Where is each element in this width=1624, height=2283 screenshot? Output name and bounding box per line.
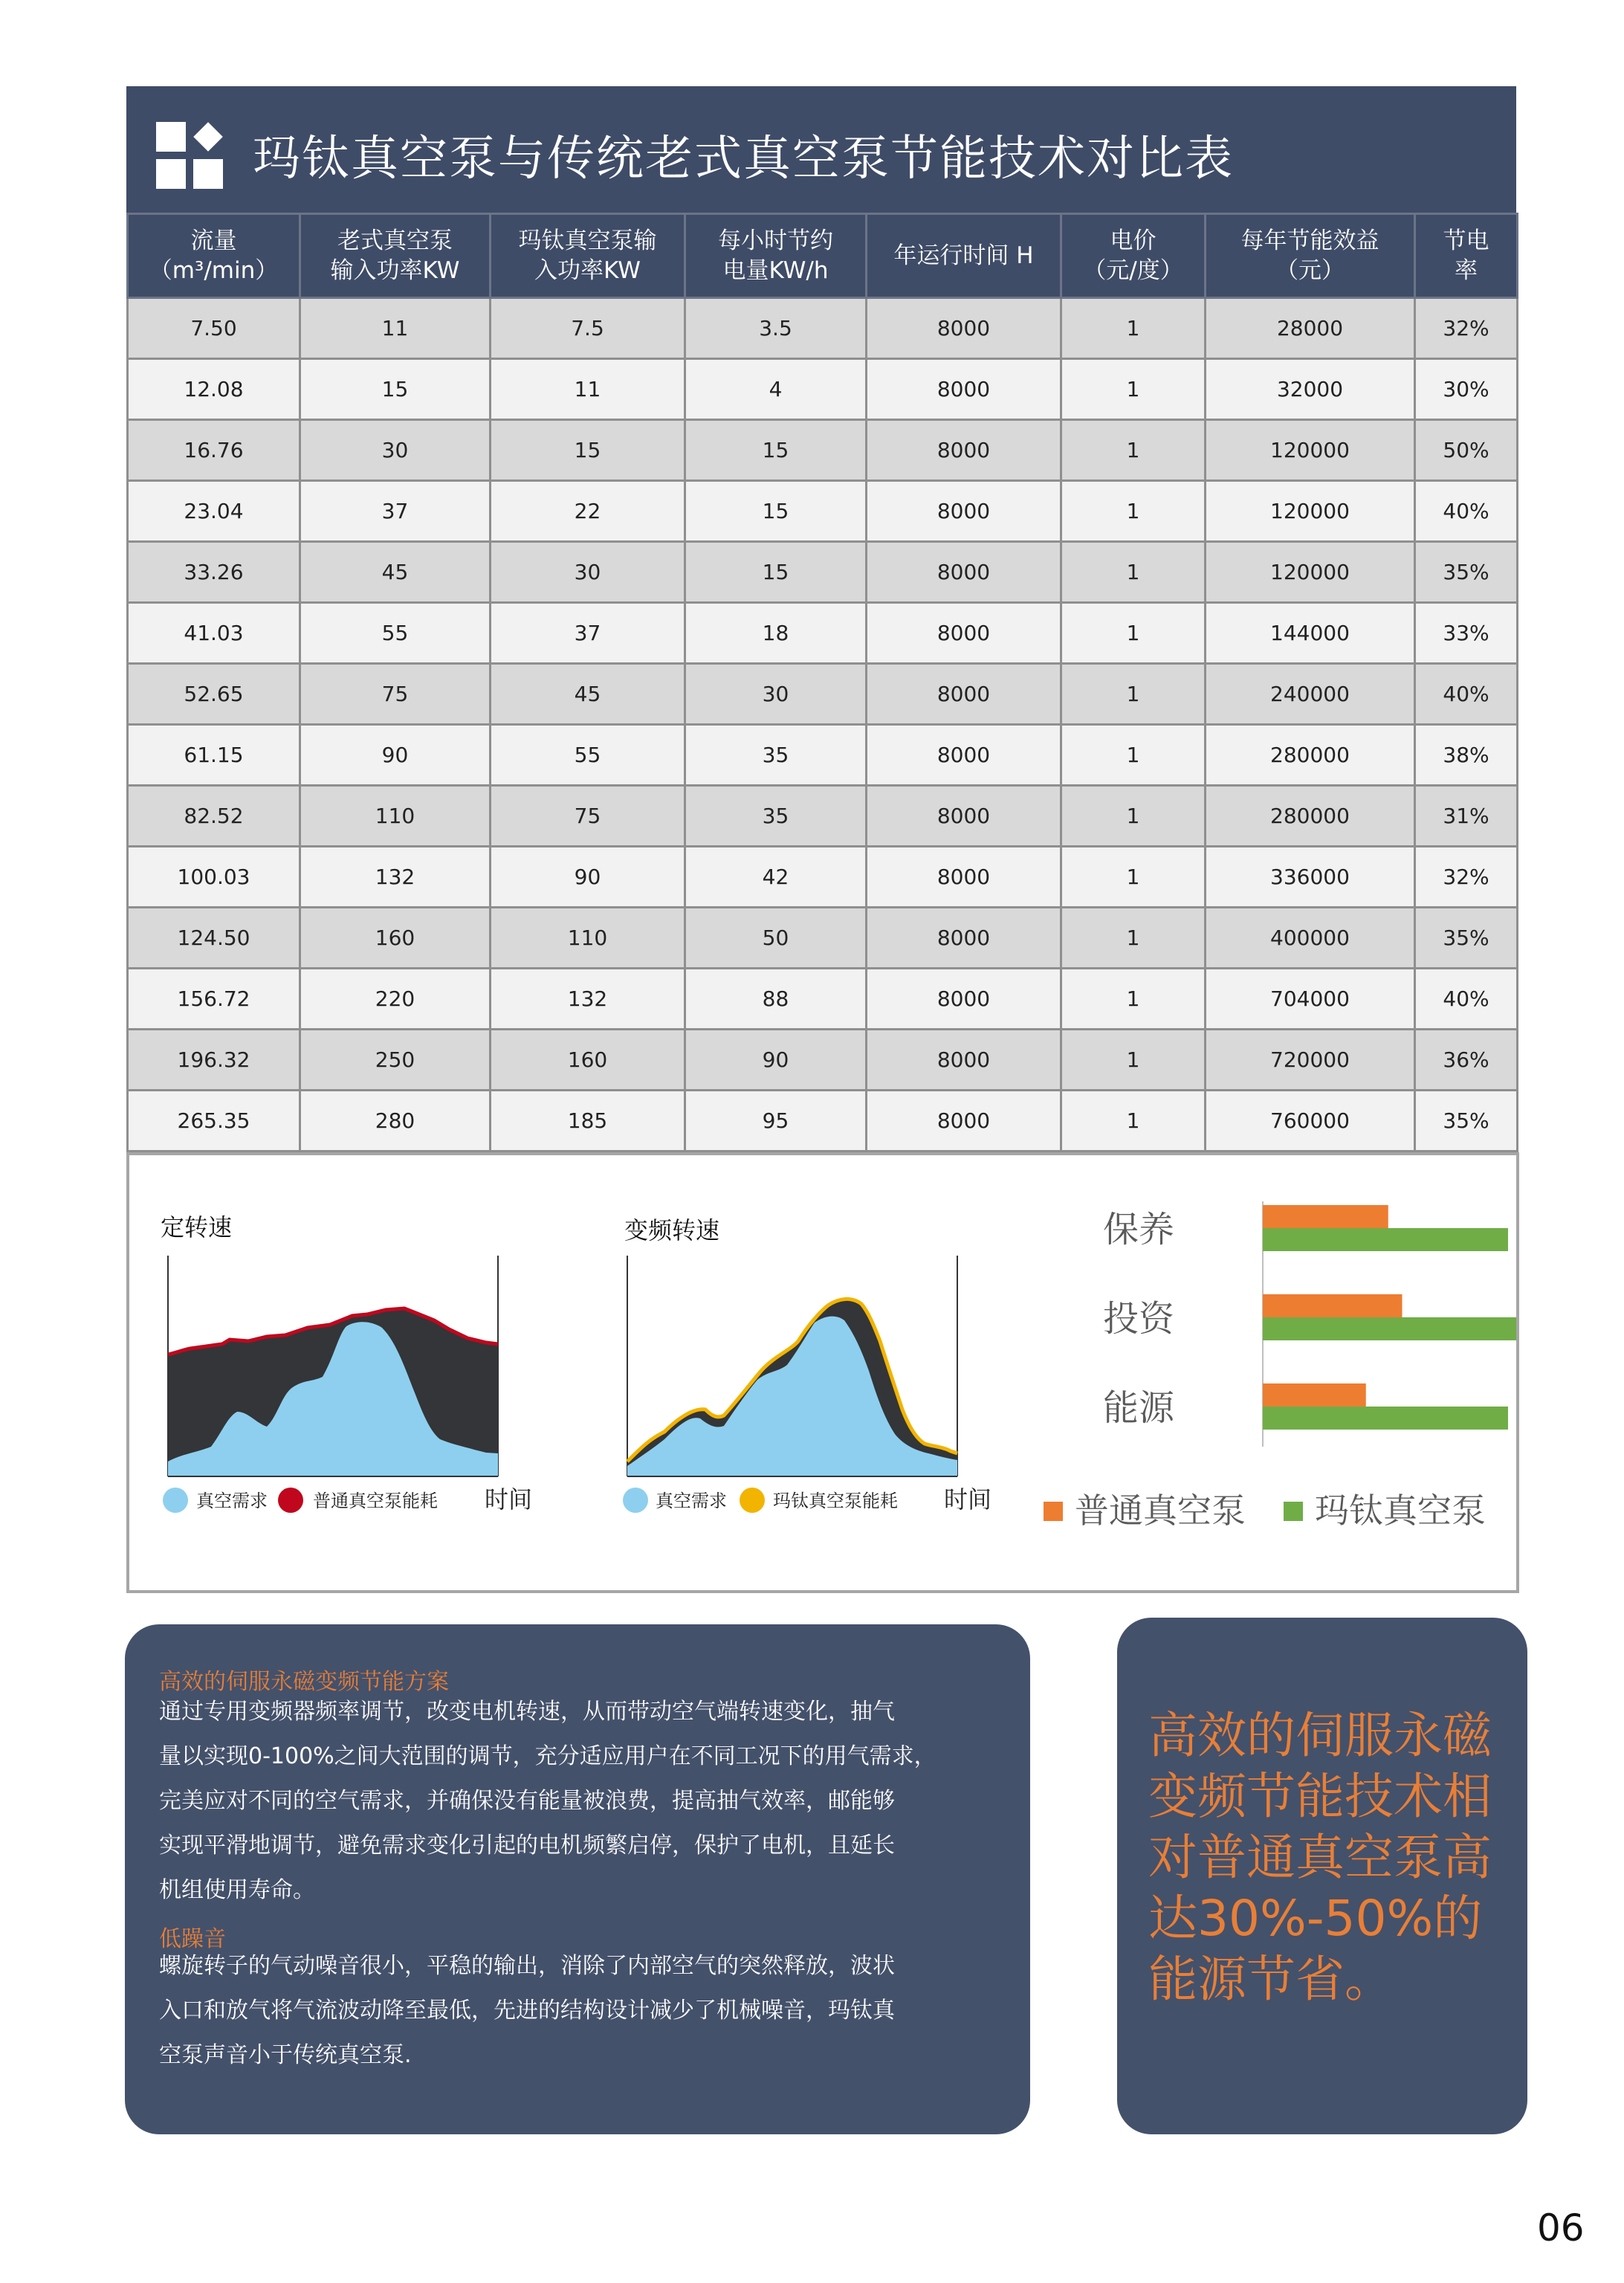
table-cell: 35 — [685, 725, 867, 786]
table-header-line: 玛钛真空泵输 — [518, 227, 657, 254]
page-number: 06 — [1537, 2206, 1585, 2250]
table-cell: 8000 — [867, 359, 1061, 420]
table-cell: 35% — [1415, 908, 1518, 969]
table-cell: 280000 — [1206, 786, 1415, 847]
table-cell: 45 — [300, 542, 491, 603]
table-cell: 124.50 — [128, 908, 300, 969]
table-row — [128, 420, 1518, 481]
info-line: 完美应对不同的空气需求，并确保没有能量被浪费，提高抽气效率，邮能够 — [159, 1788, 895, 1814]
table-cell: 110 — [491, 908, 685, 969]
table-cell: 52.65 — [128, 664, 300, 725]
info-line: 机组使用寿命。 — [159, 1877, 315, 1903]
table-row — [128, 969, 1518, 1030]
table-cell: 90 — [685, 1030, 867, 1091]
table-cell: 11 — [300, 298, 491, 359]
info-line: 量以实现0-100%之间大范围的调节，充分适应用户在不同工况下的用气需求， — [159, 1743, 936, 1769]
table-cell: 15 — [300, 359, 491, 420]
table-cell: 82.52 — [128, 786, 300, 847]
table-header-line: 节电 — [1443, 227, 1489, 254]
table-cell: 8000 — [867, 847, 1061, 908]
table-cell: 22 — [491, 481, 685, 542]
table-cell: 1 — [1061, 298, 1206, 359]
table-cell: 8000 — [867, 542, 1061, 603]
bar-category-label: 保养 — [1103, 1209, 1175, 1250]
table-row — [128, 603, 1518, 664]
table-cell: 120000 — [1206, 481, 1415, 542]
table-cell: 100.03 — [128, 847, 300, 908]
bar-category-label: 投资 — [1103, 1298, 1175, 1340]
bar-ordinary-0 — [1263, 1205, 1388, 1228]
table-cell: 8000 — [867, 725, 1061, 786]
bar-mati-2 — [1263, 1407, 1508, 1430]
table-cell: 8000 — [867, 786, 1061, 847]
table-cell: 720000 — [1206, 1030, 1415, 1091]
table-cell: 32% — [1415, 298, 1518, 359]
table-cell: 11 — [491, 359, 685, 420]
table-cell: 7.5 — [491, 298, 685, 359]
table-cell: 50 — [685, 908, 867, 969]
table-cell: 75 — [491, 786, 685, 847]
table-cell: 1 — [1061, 908, 1206, 969]
bar-legend-label: 普通真空泵 — [1075, 1491, 1246, 1531]
variable-speed-diagram — [623, 1216, 991, 1514]
bar-mati-0 — [1263, 1228, 1508, 1251]
bar-legend-swatch — [1044, 1502, 1063, 1521]
table-cell: 31% — [1415, 786, 1518, 847]
info-line: 螺旋转子的气动噪音很小，平稳的输出，消除了内部空气的突然释放，波状 — [159, 1953, 895, 1979]
table-cell: 45 — [491, 664, 685, 725]
table-cell: 35% — [1415, 1091, 1518, 1152]
table-header-line: 每年节能效益 — [1240, 227, 1379, 254]
table-cell: 33.26 — [128, 542, 300, 603]
table-cell: 1 — [1061, 786, 1206, 847]
table-cell: 32000 — [1206, 359, 1415, 420]
table-row — [128, 786, 1518, 847]
table-cell: 42 — [685, 847, 867, 908]
table-cell: 40% — [1415, 481, 1518, 542]
info-line: 入口和放气将气流波动降至最低，先进的结构设计减少了机械噪音，玛钛真 — [159, 1998, 895, 2024]
table-header-cell — [867, 214, 1061, 298]
table-cell: 30 — [685, 664, 867, 725]
table-cell: 23.04 — [128, 481, 300, 542]
table-cell: 185 — [491, 1091, 685, 1152]
table-cell: 37 — [300, 481, 491, 542]
table-header-cell — [128, 214, 300, 298]
table-cell: 1 — [1061, 542, 1206, 603]
table-row — [128, 908, 1518, 969]
table-cell: 30 — [300, 420, 491, 481]
table-cell: 35 — [685, 786, 867, 847]
table-row — [128, 847, 1518, 908]
table-header-line: 年运行时间 H — [893, 242, 1034, 269]
table-cell: 336000 — [1206, 847, 1415, 908]
table-cell: 1 — [1061, 359, 1206, 420]
bar-legend-swatch — [1284, 1502, 1303, 1521]
table-cell: 8000 — [867, 1030, 1061, 1091]
page-title: 玛钛真空泵与传统老式真空泵节能技术对比表 — [253, 132, 1234, 187]
table-cell: 1 — [1061, 481, 1206, 542]
info-line: 实现平滑地调节，避免需求变化引起的电机频繁启停，保护了电机，且延长 — [159, 1832, 895, 1859]
table-cell: 50% — [1415, 420, 1518, 481]
table-cell: 156.72 — [128, 969, 300, 1030]
table-cell: 760000 — [1206, 1091, 1415, 1152]
table-cell: 15 — [491, 420, 685, 481]
info-line: 空泵声音小于传统真空泵. — [159, 2042, 412, 2068]
bar-ordinary-2 — [1263, 1383, 1366, 1407]
table-header-line: 老式真空泵 — [337, 227, 453, 254]
variable-time-label: 时间 — [944, 1485, 992, 1514]
table-cell: 1 — [1061, 847, 1206, 908]
fixed-legend-consumption-label: 普通真空泵能耗 — [313, 1491, 438, 1511]
table-header-line: （元/度） — [1083, 257, 1183, 284]
bar-chart — [1044, 1201, 1516, 1531]
table-cell: 1 — [1061, 725, 1206, 786]
table-cell: 250 — [300, 1030, 491, 1091]
comparison-table — [126, 213, 1518, 1152]
table-cell: 196.32 — [128, 1030, 300, 1091]
table-cell: 144000 — [1206, 603, 1415, 664]
table-cell: 265.35 — [128, 1091, 300, 1152]
table-row — [128, 481, 1518, 542]
table-row — [128, 542, 1518, 603]
table-header-row — [128, 214, 1518, 298]
table-cell: 1 — [1061, 664, 1206, 725]
table-cell: 32% — [1415, 847, 1518, 908]
table-header-line: 输入功率KW — [330, 257, 460, 284]
table-cell: 15 — [685, 420, 867, 481]
table-cell: 8000 — [867, 420, 1061, 481]
table-header-line: （元） — [1275, 257, 1345, 284]
table-row — [128, 298, 1518, 359]
variable-legend-demand-swatch — [623, 1488, 648, 1513]
chart-panel — [126, 1152, 1519, 1593]
table-cell: 75 — [300, 664, 491, 725]
table-header-cell — [300, 214, 491, 298]
table-cell: 280000 — [1206, 725, 1415, 786]
info-line: 通过专用变频器频率调节，改变电机转速，从而带动空气端转速变化，抽气 — [159, 1699, 895, 1725]
table-cell: 8000 — [867, 298, 1061, 359]
table-row — [128, 1091, 1518, 1152]
table-cell: 30% — [1415, 359, 1518, 420]
fixed-legend-consumption-swatch — [278, 1488, 303, 1513]
table-cell: 55 — [491, 725, 685, 786]
table-cell: 8000 — [867, 908, 1061, 969]
table-cell: 160 — [300, 908, 491, 969]
quote-card — [1117, 1618, 1527, 2134]
table-cell: 7.50 — [128, 298, 300, 359]
table-cell: 1 — [1061, 1091, 1206, 1152]
table-cell: 8000 — [867, 481, 1061, 542]
variable-legend-consumption-swatch — [740, 1488, 765, 1513]
table-header-cell — [1415, 214, 1518, 298]
table-cell: 30 — [491, 542, 685, 603]
table-cell: 220 — [300, 969, 491, 1030]
fixed-speed-title: 定转速 — [161, 1213, 233, 1241]
table-cell: 704000 — [1206, 969, 1415, 1030]
variable-legend-demand-label: 真空需求 — [656, 1491, 727, 1511]
info-paragraph-solution — [159, 1690, 1006, 1913]
bar-category-label: 能源 — [1103, 1387, 1175, 1429]
table-cell: 4 — [685, 359, 867, 420]
info-card — [125, 1624, 1030, 2134]
table-cell: 37 — [491, 603, 685, 664]
info-heading-noise: 低躁音 — [159, 1926, 226, 1952]
table-body — [128, 298, 1518, 1152]
table-cell: 12.08 — [128, 359, 300, 420]
table-row — [128, 1030, 1518, 1091]
table-cell: 1 — [1061, 603, 1206, 664]
variable-speed-title: 变频转速 — [624, 1216, 720, 1244]
table-cell: 8000 — [867, 969, 1061, 1030]
table-cell: 15 — [685, 542, 867, 603]
table-cell: 1 — [1061, 1030, 1206, 1091]
table-header-cell — [1206, 214, 1415, 298]
table-cell: 8000 — [867, 1091, 1061, 1152]
table-cell: 36% — [1415, 1030, 1518, 1091]
table-header-line: 电量KW/h — [722, 257, 829, 284]
bar-legend-label: 玛钛真空泵 — [1315, 1491, 1486, 1531]
table-cell: 1 — [1061, 420, 1206, 481]
table-cell: 38% — [1415, 725, 1518, 786]
table-cell: 3.5 — [685, 298, 867, 359]
chart-panel-svg — [129, 1155, 1516, 1590]
table-cell: 16.76 — [128, 420, 300, 481]
table-cell: 35% — [1415, 542, 1518, 603]
table-row — [128, 664, 1518, 725]
table-cell: 280 — [300, 1091, 491, 1152]
table-cell: 90 — [300, 725, 491, 786]
bar-mati-1 — [1263, 1317, 1516, 1340]
table-cell: 120000 — [1206, 420, 1415, 481]
table-cell: 160 — [491, 1030, 685, 1091]
table-row — [128, 725, 1518, 786]
table-cell: 18 — [685, 603, 867, 664]
table-cell: 400000 — [1206, 908, 1415, 969]
variable-legend-consumption-label: 玛钛真空泵能耗 — [773, 1491, 898, 1511]
table-header-cell — [685, 214, 867, 298]
table-cell: 61.15 — [128, 725, 300, 786]
table-cell: 132 — [300, 847, 491, 908]
table-row — [128, 359, 1518, 420]
table-header-line: 入功率KW — [534, 257, 641, 284]
table-cell: 132 — [491, 969, 685, 1030]
title-bar — [126, 86, 1516, 213]
table-cell: 33% — [1415, 603, 1518, 664]
table-cell: 95 — [685, 1091, 867, 1152]
grid-logo-icon — [156, 122, 227, 189]
table-cell: 28000 — [1206, 298, 1415, 359]
table-cell: 40% — [1415, 969, 1518, 1030]
table-cell: 55 — [300, 603, 491, 664]
table-cell: 15 — [685, 481, 867, 542]
table-cell: 88 — [685, 969, 867, 1030]
table-header-cell — [1061, 214, 1206, 298]
fixed-time-label: 时间 — [485, 1485, 533, 1514]
table-cell: 41.03 — [128, 603, 300, 664]
fixed-speed-diagram — [161, 1213, 532, 1514]
table-header-line: 流量 — [190, 227, 237, 254]
table-cell: 8000 — [867, 664, 1061, 725]
table-header-cell — [491, 214, 685, 298]
table-cell: 120000 — [1206, 542, 1415, 603]
table-cell: 40% — [1415, 664, 1518, 725]
table-cell: 8000 — [867, 603, 1061, 664]
table-cell: 90 — [491, 847, 685, 908]
table-header-line: 电价 — [1110, 227, 1156, 254]
table-cell: 240000 — [1206, 664, 1415, 725]
table-header-line: 率 — [1455, 257, 1478, 284]
bar-ordinary-1 — [1263, 1294, 1403, 1317]
fixed-legend-demand-swatch — [163, 1488, 188, 1513]
quote-text: 高效的伺服永磁变频节能技术相对普通真空泵高达30%-50%的能源节省。 — [1148, 1707, 1492, 2008]
variable-demand-area — [627, 1317, 957, 1476]
table-cell: 1 — [1061, 969, 1206, 1030]
info-paragraph-noise — [159, 1944, 1006, 2078]
table-header-line: 每小时节约 — [718, 227, 833, 254]
table-cell: 110 — [300, 786, 491, 847]
table-header-line: （m³/min） — [149, 257, 279, 284]
info-heading-solution: 高效的伺服永磁变频节能方案 — [159, 1669, 449, 1695]
fixed-legend-demand-label: 真空需求 — [196, 1491, 268, 1511]
